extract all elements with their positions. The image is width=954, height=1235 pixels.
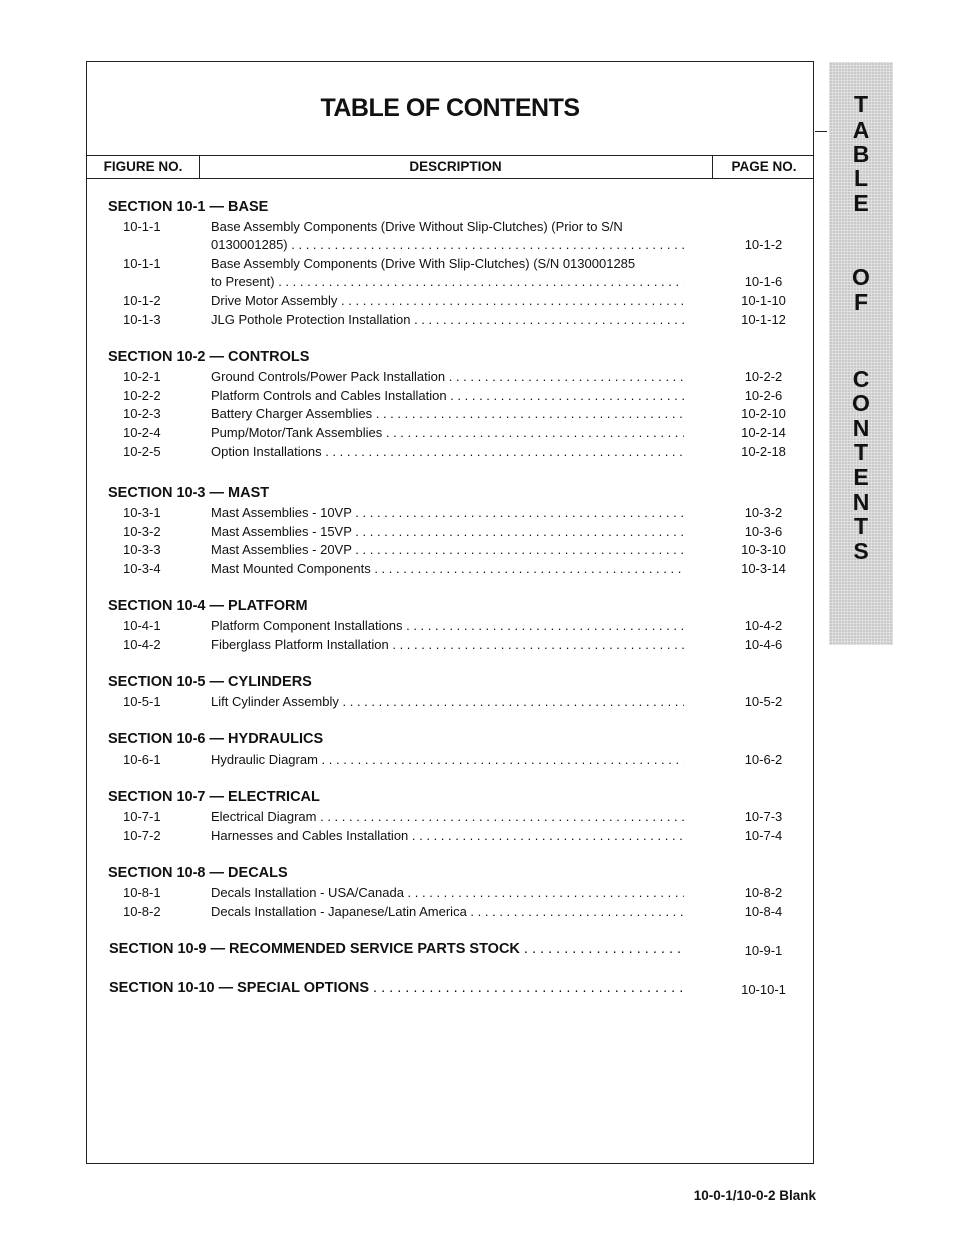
page-number: 10-7-3: [744, 809, 783, 824]
page-number: 10-3-2: [744, 505, 783, 520]
tab-letter: T: [853, 439, 869, 465]
tab-letter: A: [852, 117, 870, 143]
figure-number: 10-2-2: [123, 388, 161, 403]
page-number: 10-1-12: [741, 312, 786, 327]
page-number: 10-4-2: [744, 618, 783, 633]
tab-letter: O: [852, 390, 870, 416]
page-number: 10-2-2: [744, 369, 783, 384]
tab-letter: T: [853, 91, 869, 117]
tab-letter: C: [852, 366, 870, 392]
entry-description: Base Assembly Components (Drive Without Slip-Clutches) (Prior to S/N: [211, 219, 623, 234]
page-number: 10-2-6: [744, 388, 783, 403]
page-title: TABLE OF CONTENTS: [320, 94, 580, 122]
page-number: 10-7-4: [744, 828, 783, 843]
entry-description-cont: 0130001285) . . .: [211, 237, 684, 252]
section-heading: SECTION 10-9 — RECOMMENDED SERVICE PARTS STOCK . . .: [109, 941, 684, 957]
page-number: 10-4-6: [744, 637, 783, 652]
page-number: 10-9-1: [744, 943, 783, 958]
figure-number: 10-8-1: [123, 885, 161, 900]
page-number: 10-5-2: [744, 694, 783, 709]
figure-number: 10-3-1: [123, 505, 161, 520]
figure-number: 10-1-1: [123, 256, 161, 271]
figure-number: 10-1-1: [123, 219, 161, 234]
figure-number: 10-3-3: [123, 542, 161, 557]
tab-letter: L: [853, 165, 869, 191]
section-heading: SECTION 10-5 — CYLINDERS: [108, 674, 312, 690]
page-number: 10-8-4: [744, 904, 783, 919]
page-number: 10-8-2: [744, 885, 783, 900]
entry-description: Decals Installation - Japanese/Latin America . . .: [211, 904, 684, 919]
entry-description: Mast Assemblies - 20VP . . .: [211, 542, 684, 557]
header-figure-no: FIGURE NO.: [87, 156, 200, 178]
page-number: 10-10-1: [741, 982, 786, 997]
side-tab: [829, 62, 893, 645]
figure-number: 10-2-5: [123, 444, 161, 459]
tab-letter: E: [853, 190, 869, 216]
entry-description: Platform Component Installations . . .: [211, 618, 684, 633]
figure-number: 10-3-4: [123, 561, 161, 576]
section-heading: SECTION 10-1 — BASE: [108, 199, 269, 215]
page-number: 10-3-6: [744, 524, 783, 539]
entry-description: Decals Installation - USA/Canada . . .: [211, 885, 684, 900]
figure-number: 10-3-2: [123, 524, 161, 539]
entry-description-cont: to Present) . . .: [211, 274, 684, 289]
page-footer: 10-0-1/10-0-2 Blank: [693, 1188, 816, 1203]
figure-number: 10-8-2: [123, 904, 161, 919]
page-number: 10-1-6: [744, 274, 783, 289]
tab-letter: N: [852, 489, 870, 515]
entry-description: Base Assembly Components (Drive With Slip-Clutches) (S/N 0130001285: [211, 256, 636, 271]
entry-description: Hydraulic Diagram . . .: [211, 752, 684, 767]
section-heading: SECTION 10-10 — SPECIAL OPTIONS . . .: [109, 980, 684, 996]
figure-number: 10-2-3: [123, 406, 161, 421]
page-number: 10-1-2: [744, 237, 783, 252]
header-page-no: PAGE NO.: [712, 156, 815, 178]
toc-frame: [86, 61, 814, 1164]
section-heading: SECTION 10-7 — ELECTRICAL: [108, 789, 320, 805]
figure-number: 10-4-2: [123, 637, 161, 652]
entry-description: Option Installations . . .: [211, 444, 684, 459]
entry-description: Harnesses and Cables Installation . . .: [211, 828, 684, 843]
entry-description: Ground Controls/Power Pack Installation . . .: [211, 369, 684, 384]
section-heading: SECTION 10-3 — MAST: [108, 485, 270, 501]
figure-number: 10-7-2: [123, 828, 161, 843]
figure-number: 10-2-1: [123, 369, 161, 384]
entry-description: Fiberglass Platform Installation . . .: [211, 637, 684, 652]
tab-letter: F: [853, 289, 869, 315]
entry-description: Mast Assemblies - 10VP . . .: [211, 505, 684, 520]
figure-number: 10-6-1: [123, 752, 161, 767]
page-number: 10-3-14: [741, 561, 786, 576]
tab-letter: T: [853, 513, 869, 539]
entry-description: Platform Controls and Cables Installation . . .: [211, 388, 684, 403]
entry-description: Electrical Diagram . . .: [211, 809, 684, 824]
page-number: 10-2-18: [741, 444, 786, 459]
section-heading: SECTION 10-2 — CONTROLS: [108, 349, 310, 365]
entry-description: Drive Motor Assembly . . .: [211, 293, 684, 308]
entry-description: Mast Assemblies - 15VP . . .: [211, 524, 684, 539]
entry-description: JLG Pothole Protection Installation . . .: [211, 312, 684, 327]
figure-number: 10-2-4: [123, 425, 161, 440]
tab-letter: S: [853, 538, 869, 564]
entry-description: Battery Charger Assemblies . . .: [211, 406, 684, 421]
entry-description: Lift Cylinder Assembly . . .: [211, 694, 684, 709]
figure-number: 10-5-1: [123, 694, 161, 709]
page-number: 10-2-10: [741, 406, 786, 421]
figure-number: 10-7-1: [123, 809, 161, 824]
figure-number: 10-1-2: [123, 293, 161, 308]
section-heading: SECTION 10-6 — HYDRAULICS: [108, 731, 324, 747]
tab-letter: B: [852, 141, 870, 167]
tab-letter: N: [852, 415, 870, 441]
tab-letter: O: [852, 264, 870, 290]
tab-indicator-tick: [815, 131, 827, 132]
page-number: 10-3-10: [741, 542, 786, 557]
figure-number: 10-4-1: [123, 618, 161, 633]
tab-letter: E: [853, 464, 869, 490]
section-heading: SECTION 10-8 — DECALS: [108, 865, 288, 881]
entry-description: Pump/Motor/Tank Assemblies . . .: [211, 425, 684, 440]
page-number: 10-2-14: [741, 425, 786, 440]
page-number: 10-6-2: [744, 752, 783, 767]
figure-number: 10-1-3: [123, 312, 161, 327]
section-heading: SECTION 10-4 — PLATFORM: [108, 598, 308, 614]
header-description: DESCRIPTION: [409, 159, 502, 174]
column-header-row: [87, 155, 813, 179]
page-number: 10-1-10: [741, 293, 786, 308]
entry-description: Mast Mounted Components . . .: [211, 561, 684, 576]
